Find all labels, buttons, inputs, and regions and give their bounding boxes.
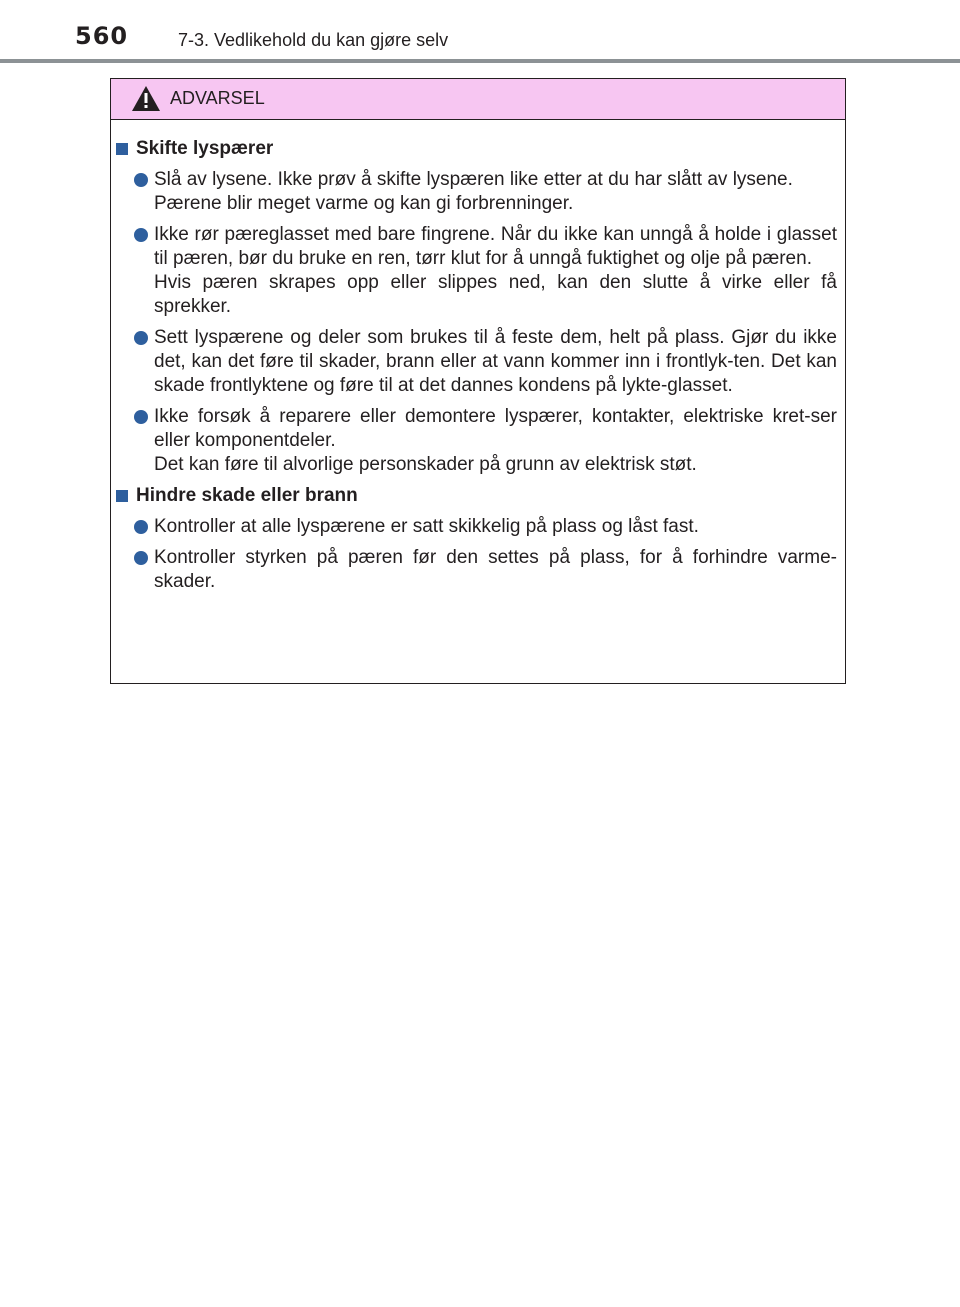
square-bullet-icon bbox=[116, 490, 128, 502]
warning-triangle-icon bbox=[131, 85, 161, 112]
item-paragraph: Kontroller at alle lyspærene er satt skikkelig på plass og låst fast. bbox=[154, 516, 699, 537]
list-item bbox=[115, 326, 837, 398]
warning-header bbox=[111, 79, 845, 120]
topic-heading bbox=[115, 484, 837, 508]
list-item bbox=[115, 223, 837, 319]
square-bullet-icon bbox=[116, 143, 128, 155]
round-bullet-icon bbox=[134, 551, 148, 565]
warning-title: ADVARSEL bbox=[170, 88, 265, 108]
topic-heading-text: Hindre skade eller brann bbox=[136, 485, 358, 506]
round-bullet-icon bbox=[134, 520, 148, 534]
item-paragraph: Ikke forsøk å reparere eller demontere lyspærer, kontakter, elektriske kret-ser eller komponentdeler. bbox=[154, 406, 837, 451]
page-header bbox=[0, 0, 960, 64]
round-bullet-icon bbox=[134, 173, 148, 187]
topic-heading bbox=[115, 137, 837, 161]
warning-box bbox=[110, 78, 846, 684]
round-bullet-icon bbox=[134, 331, 148, 345]
topic-skifte-lyspaerer bbox=[115, 137, 837, 477]
warning-body bbox=[111, 120, 845, 594]
item-paragraph: Hvis pæren skrapes opp eller slippes ned, kan den slutte å virke eller få sprekker. bbox=[154, 272, 837, 317]
item-paragraph: Kontroller styrken på pæren før den settes på plass, for å forhindre varme-skader. bbox=[154, 547, 837, 592]
item-paragraph: Pærene blir meget varme og kan gi forbrenninger. bbox=[154, 193, 574, 214]
list-item bbox=[115, 546, 837, 594]
list-item bbox=[115, 168, 837, 216]
round-bullet-icon bbox=[134, 228, 148, 242]
section-title: 7-3. Vedlikehold du kan gjøre selv bbox=[178, 30, 449, 50]
list-item bbox=[115, 515, 837, 539]
item-paragraph: Slå av lysene. Ikke prøv å skifte lyspæren like etter at du har slått av lysene. bbox=[154, 169, 793, 190]
topic-hindre-skade bbox=[115, 484, 837, 594]
round-bullet-icon bbox=[134, 410, 148, 424]
list-item bbox=[115, 405, 837, 477]
header-rule bbox=[0, 59, 960, 63]
item-paragraph: Ikke rør pæreglasset med bare fingrene. Når du ikke kan unngå å holde i glasset til pæren, bør du bruke en ren, tørr klut for å unngå fuktighet og olje på pæren. bbox=[154, 224, 837, 269]
topic-heading-text: Skifte lyspærer bbox=[136, 138, 274, 159]
item-paragraph: Det kan føre til alvorlige personskader på grunn av elektrisk støt. bbox=[154, 454, 697, 475]
page-number: 560 bbox=[75, 22, 129, 50]
item-paragraph: Sett lyspærene og deler som brukes til å feste dem, helt på plass. Gjør du ikke det, kan det føre til skader, brann eller at vann kommer inn i frontlyk-ten. Det kan skade frontlyktene og føre til at det dannes kondens på lykte-glasset. bbox=[154, 327, 837, 396]
